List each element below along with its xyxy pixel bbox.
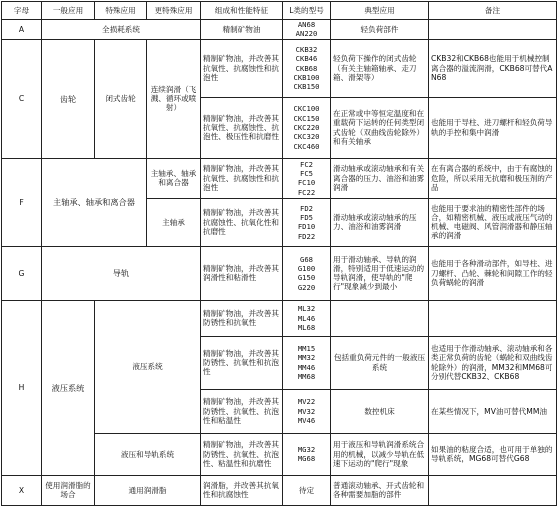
cell-remarks: 也适用于作滑动轴承、滚动轴承和各类正常负荷的齿轮（蜗轮和双曲线齿轮除外）的润滑，MM32和MM68可分别代替CKB32、CKB68	[429, 336, 557, 389]
table-row-f-1	[2, 158, 557, 198]
cell-composition: 精制矿物油，并改善其抗腐蚀性、抗氧化性和抗磨性	[201, 198, 283, 246]
cell-typical	[331, 300, 429, 336]
cell-general: 齿轮	[42, 39, 95, 158]
cell-remarks: 也能用于各种滑动部件，如导柱、进刀螺杆、凸轮、棘轮和间隙工作的轻负荷蜗轮的润滑	[429, 246, 557, 300]
cell-composition: 精制矿物油，并改善其防锈性、抗氧性、抗泡性、粘温性和抗磨性	[201, 433, 283, 475]
cell-remarks	[429, 300, 557, 336]
cell-composition: 精制矿物油，并改善其防锈性、抗氧性和抗泡性	[201, 336, 283, 389]
cell-remarks: 也能用于要求油的精密性部件的场合，如精密机械、液压或液压气动的机械、电磁阀、风管润滑器和静压轴承的润滑	[429, 198, 557, 246]
cell-typical: 在正常或中等恒定温度和在重载荷下运转的任何类型闭式齿轮（双曲线齿轮除外）和有关轴承	[331, 97, 429, 158]
cell-typical: 普通滚动轴承、开式齿轮和各种需要加脂的部件	[331, 475, 429, 505]
table-row-h-1	[2, 300, 557, 336]
cell-l-type: MG32 MG68	[283, 433, 331, 475]
cell-typical: 轻负荷下操作的闭式齿轮（有关主轴箱轴承、走刀箱、滑架等）	[331, 39, 429, 97]
cell-remarks: CKB32和CKB68也能用于机械控制离合器的溢流润滑，CKB68可替代AN68	[429, 39, 557, 97]
cell-l-type: CKB32 CKB46 CKB68 CKB100 CKB150	[283, 39, 331, 97]
cell-remarks	[429, 20, 557, 40]
table-row-c-1	[2, 39, 557, 97]
cell-l-type: G68 G100 G150 G220	[283, 246, 331, 300]
cell-general: 液压系统	[42, 300, 95, 475]
cell-l-type: FD2 FD5 FD10 FD22	[283, 198, 331, 246]
cell-typical: 用于滑动轴承、导轨的润滑，特别适用于低速运动的导轨润滑，使导轨的"爬行"现象减少到最小	[331, 246, 429, 300]
cell-remarks: 在某些情况下，MV油可替代MM油	[429, 389, 557, 433]
cell-l-type: MV22 MV32 MV46	[283, 389, 331, 433]
cell-l-type: 待定	[283, 475, 331, 505]
cell-general: 主轴承、轴承和离合器	[42, 158, 147, 246]
cell-composition: 精制矿物油，并改善其抗氧性、抗腐蚀性和抗泡性	[201, 39, 283, 97]
cell-special: 主轴承、轴承和离合器	[147, 158, 201, 198]
cell-code: X	[2, 475, 42, 505]
cell-typical: 用于液压和导轨润滑系统合用的机械，以减少导轨在低速下运动的"爬行"现象	[331, 433, 429, 475]
cell-code: A	[2, 20, 42, 40]
cell-remarks: 如果油的粘度合适，也可用于单独的导轨系统，MG68可替代G68	[429, 433, 557, 475]
cell-more-special: 连续润滑（飞溅、循环或喷射）	[147, 39, 201, 158]
header-l-type: L类的型号	[283, 2, 331, 20]
cell-special: 液压系统	[95, 300, 201, 433]
cell-composition: 精制矿物油，并改善其抗氧性、抗腐蚀性、抗泡性、极压性和抗磨性	[201, 97, 283, 158]
header-typical: 典型应用	[331, 2, 429, 20]
cell-special: 液压和导轨系统	[95, 433, 201, 475]
header-special: 特殊应用	[95, 2, 147, 20]
cell-composition: 精制矿物油，并改善其防锈性和抗氧性	[201, 300, 283, 336]
header-more-special: 更特殊应用	[147, 2, 201, 20]
cell-composition: 精制矿物油，并改善其抗氧性、抗腐蚀性和抗泡性	[201, 158, 283, 198]
lubricant-classification-table	[1, 1, 557, 506]
cell-general: 使用润滑脂的场合	[42, 475, 95, 505]
cell-remarks: 也能用于导柱、进刀螺杆和轻负荷导轨的手控和集中润滑	[429, 97, 557, 158]
cell-code: F	[2, 158, 42, 246]
header-row	[2, 2, 557, 20]
cell-special: 闭式齿轮	[95, 39, 147, 158]
cell-l-type: CKC100 CKC150 CKC220 CKC320 CKC460	[283, 97, 331, 158]
cell-typical: 轻负荷部件	[331, 20, 429, 40]
cell-code: H	[2, 300, 42, 475]
cell-general: 全损耗系统	[42, 20, 201, 40]
cell-l-type: ML32 ML46 ML68	[283, 300, 331, 336]
header-code: 字母	[2, 2, 42, 20]
table-row-a	[2, 20, 557, 40]
cell-typical: 数控机床	[331, 389, 429, 433]
cell-l-type: MM15 MM32 MM46 MM68	[283, 336, 331, 389]
table-row-g	[2, 246, 557, 300]
cell-l-type: FC2 FC5 FC10 FC22	[283, 158, 331, 198]
cell-composition: 精制矿物油	[201, 20, 283, 40]
cell-l-type: AN68 AN220	[283, 20, 331, 40]
header-composition: 组成和性能特征	[201, 2, 283, 20]
header-remarks: 备注	[429, 2, 557, 20]
cell-remarks: 在有离合器的系统中，由于有腐蚀的危险，所以采用无抗磨和极压剂的产品	[429, 158, 557, 198]
cell-composition: 精制矿物油，并改善其防锈性、抗氧性、抗泡性和粘温性	[201, 389, 283, 433]
cell-typical: 包括重负荷元件的一般液压系统	[331, 336, 429, 389]
cell-composition: 精制矿物油，并改善其润滑性和粘滑性	[201, 246, 283, 300]
header-general: 一般应用	[42, 2, 95, 20]
cell-special: 主轴承	[147, 198, 201, 246]
cell-typical: 滑动轴承或滚动轴承和有关离合器的压力、油浴和油雾润滑	[331, 158, 429, 198]
cell-code: G	[2, 246, 42, 300]
cell-special: 通用润滑脂	[95, 475, 201, 505]
cell-general: 导轨	[42, 246, 201, 300]
cell-code: C	[2, 39, 42, 158]
cell-typical: 滑动轴承或滚动轴承的压力、油浴和油雾润滑	[331, 198, 429, 246]
cell-composition: 润滑脂，并改善其抗氧性和抗腐蚀性	[201, 475, 283, 505]
